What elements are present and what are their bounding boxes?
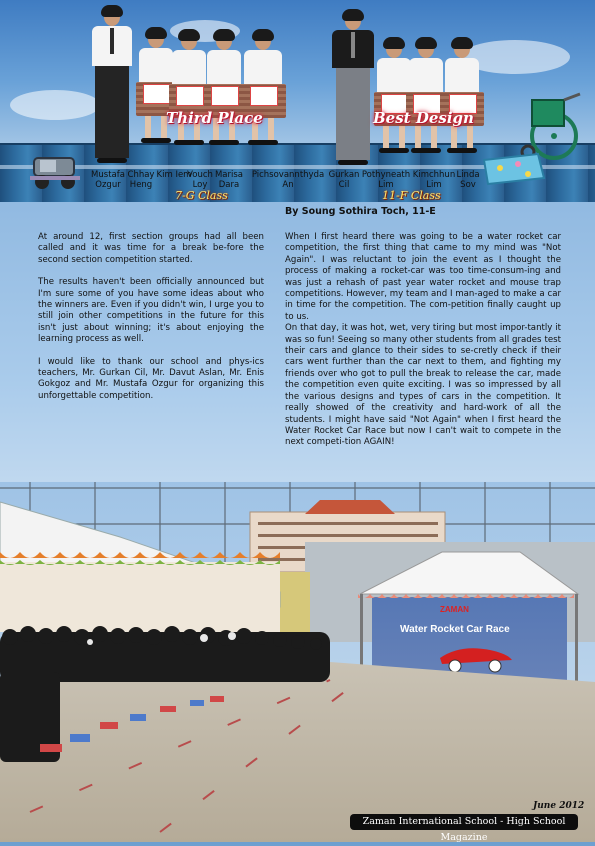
- paragraph: When I first heard there was going to be a water rocket car competition, the first thing that came to my mind was "Not Again". I was reluctant to join the event as I thought the process of making a rocket-car was too time-consum-ing and was just a rehash of past year water rocket and mouse trap competitions. However, my team and I man-aged to make a car in time for the competition. The com-petition finally caught up to us.: [285, 232, 561, 322]
- class-label-11f: 11-F Class: [382, 189, 441, 202]
- paragraph: At around 12, first section groups had all been called and it was time for a break be-fore the second section competition started.: [38, 232, 264, 265]
- magazine-footer-bar: Zaman International School - High School Magazine: [350, 814, 578, 830]
- rocket-car-image: [28, 150, 84, 192]
- name-caption: Kim Iem: [156, 170, 192, 180]
- cloud: [10, 90, 100, 120]
- race-event-photo: [0, 482, 595, 842]
- name-caption: Chhay Heng: [127, 170, 155, 190]
- name-caption: Vouch Loy: [187, 170, 213, 190]
- name-caption: Kimchhun Lim: [412, 170, 456, 190]
- banner-title-text: Water Rocket Car Race: [400, 624, 510, 635]
- paragraph: On that day, it was hot, wet, very tiring but most impor-tantly it was so fun! Seeing so many other students from all grades test their cars and glance to their sides to se-cretly check if their cars went further than the car next to them, and fighting my friends over who got to pull the break to release the car, made the competition even quite exciting. I was so impressed by all the various designs and types of cars in the competition. It really showed of the creativity and hard-work of all the students. I might have said "Not Again" when I first heard the Water Rocket Car Race but now I can't wait to compete in the next competi-tion AGAIN!: [285, 323, 561, 448]
- name-caption: Pothyneath Lim: [361, 170, 411, 190]
- name-caption: Marisa Dara: [214, 170, 244, 190]
- name-caption: Linda Sov: [456, 170, 480, 190]
- name-caption: Gurkan Cil: [328, 170, 360, 190]
- name-caption: Pichsovannthyda An: [251, 170, 325, 190]
- paragraph: The results haven't been officially announced but I'm sure some of you have some ideas about who the winners are. Even if you didn't win, I urge you to still join other competitions in the future for this isn't just about winning; it's about enjoying the learning process as well.: [38, 277, 264, 345]
- pillow-car-image: [478, 150, 548, 188]
- article-right-column: [285, 232, 561, 460]
- award-label-best-design: Best Design: [373, 109, 474, 127]
- paragraph: I would like to thank our school and phys-ics teachers, Mr. Gurkan Cil, Mr. Davut Aslan, Mr. Enis Gokgoz and Mr. Mustafa Ozgur for organizing this unforgettable competition.: [38, 356, 264, 401]
- class-label-7g: 7-G Class: [175, 189, 228, 202]
- article-byline: By Soung Sothira Toch, 11-E: [285, 206, 436, 217]
- issue-date: June 2012: [533, 801, 585, 811]
- name-caption: Mustafa Ozgur: [91, 170, 125, 190]
- award-label-third-place: Third Place: [166, 109, 263, 127]
- banner-brand-text: ZAMAN: [440, 605, 469, 614]
- article-left-column: [38, 232, 264, 413]
